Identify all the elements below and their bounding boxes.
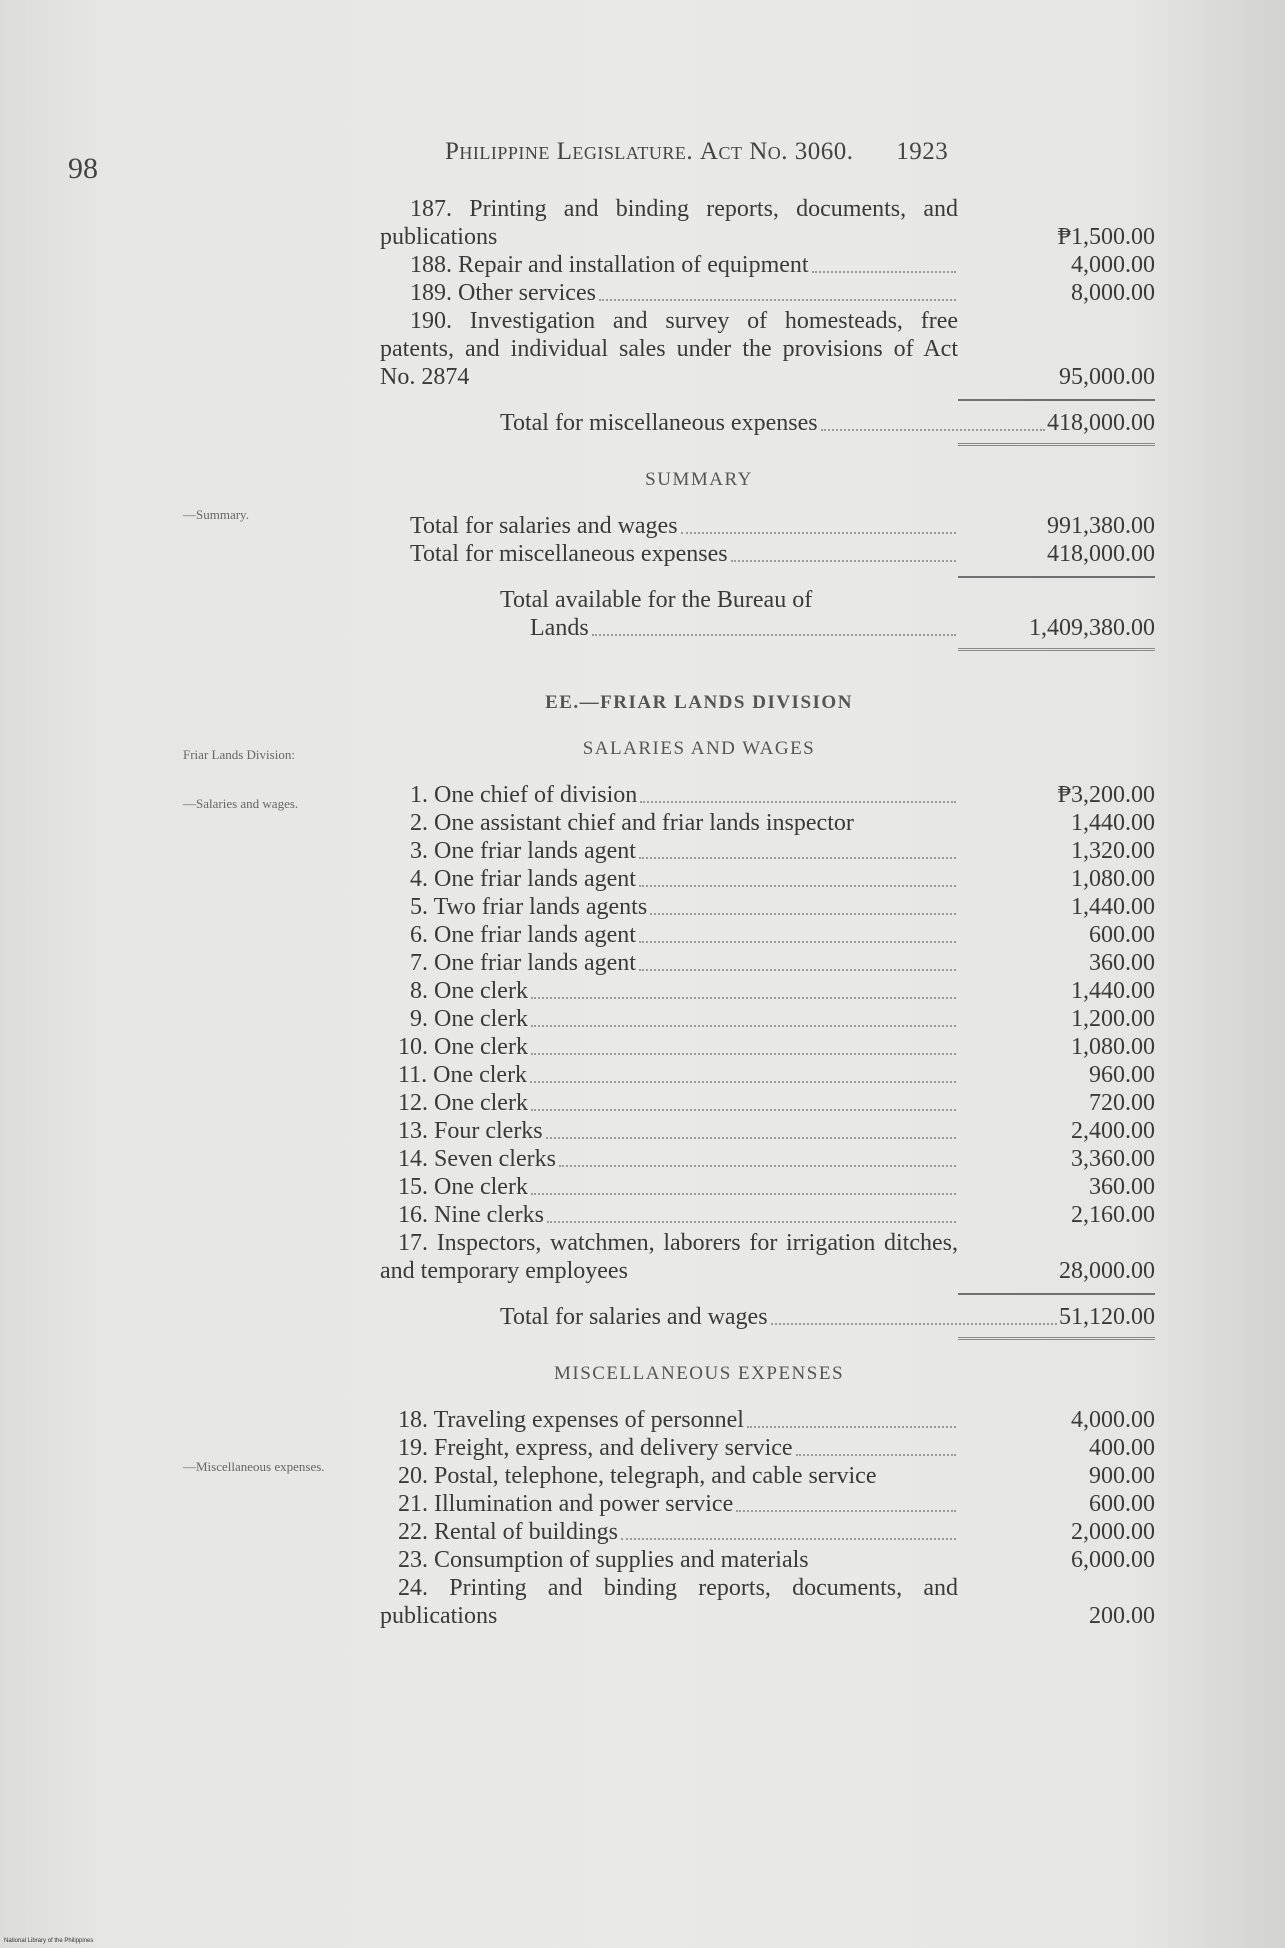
summary-row [380, 540, 1155, 568]
item-amount: 600.00 [1089, 1491, 1155, 1517]
salary-item [380, 837, 1155, 865]
item-text: 10. One clerk [398, 1034, 528, 1060]
item-text: 11. One clerk [398, 1062, 528, 1088]
item-amount: 1,320.00 [1071, 838, 1155, 864]
item-amount: 8,000.00 [1071, 280, 1155, 306]
total-row [380, 409, 1155, 437]
item-amount: 720.00 [1089, 1090, 1155, 1116]
salary-item [380, 977, 1155, 1005]
margin-note-friar-division: Friar Lands Division: [183, 747, 295, 762]
item-text: 22. Rental of buildings [398, 1519, 618, 1545]
section-heading-friar: EE.—FRIAR LANDS DIVISION [545, 692, 853, 713]
appropriation-item [380, 195, 1155, 251]
sum-rule [958, 576, 1155, 578]
summary-row [380, 512, 1155, 540]
total-amount: 418,000.00 [1047, 410, 1155, 436]
summary-total-label: Total available for the Bureau of [500, 587, 813, 613]
summary-total-row-1 [380, 586, 1155, 614]
appropriation-item [380, 307, 1155, 391]
item-amount: 400.00 [1089, 1435, 1155, 1461]
item-text: 13. Four clerks [398, 1118, 543, 1144]
salary-item [380, 1173, 1155, 1201]
margin-note-salaries: —Salaries and wages. [183, 796, 299, 811]
item-amount: ₱1,500.00 [1057, 224, 1155, 250]
item-amount: 900.00 [1089, 1463, 1155, 1489]
item-amount: 4,000.00 [1071, 252, 1155, 278]
item-amount: 1,440.00 [1071, 894, 1155, 920]
item-text: 17. Inspectors, watchmen, laborers for irrigation ditches, and temporary employees [380, 1230, 958, 1284]
item-text: 14. Seven clerks [398, 1146, 556, 1172]
margin-note-misc: —Miscellaneous expenses. [183, 1459, 325, 1474]
item-text: 16. Nine clerks [398, 1202, 544, 1228]
section-heading-summary: SUMMARY [645, 469, 753, 490]
item-text: 6. One friar lands agent [410, 922, 636, 948]
item-amount: 960.00 [1089, 1062, 1155, 1088]
item-amount: 2,160.00 [1071, 1202, 1155, 1228]
salary-item [380, 1117, 1155, 1145]
summary-total-label-cont: Lands [530, 615, 589, 641]
running-head-title: Philippine Legislature. [445, 138, 694, 165]
item-amount: 1,200.00 [1071, 1006, 1155, 1032]
summary-amount: 991,380.00 [1047, 513, 1155, 539]
item-amount: 1,080.00 [1071, 1034, 1155, 1060]
scan-footer: National Library of the Philippines [4, 1938, 94, 1944]
item-text: 5. Two friar lands agents [410, 894, 648, 920]
item-text: 7. One friar lands agent [410, 950, 636, 976]
salary-item [380, 1145, 1155, 1173]
item-amount: 1,440.00 [1071, 978, 1155, 1004]
misc-item [380, 1574, 1155, 1630]
item-amount: 3,360.00 [1071, 1146, 1155, 1172]
item-text: 9. One clerk [410, 1006, 528, 1032]
running-head-year: 1923 [896, 138, 949, 165]
item-text: 19. Freight, express, and delivery service [398, 1435, 793, 1461]
item-text: 2. One assistant chief and friar lands inspector [410, 810, 854, 836]
total-label: Total for miscellaneous expenses [500, 410, 818, 436]
salary-item [380, 893, 1155, 921]
salary-item [380, 1061, 1155, 1089]
item-amount: 200.00 [1089, 1603, 1155, 1629]
total-label: Total for salaries and wages [500, 1304, 768, 1330]
sum-rule [958, 1293, 1155, 1295]
item-text: 189. Other services [410, 280, 596, 306]
item-text: 8. One clerk [410, 978, 528, 1004]
main-content [380, 195, 1155, 1630]
salary-item [380, 809, 1155, 837]
summary-total-row-2 [380, 614, 1155, 642]
item-text: 188. Repair and installation of equipment [410, 252, 809, 278]
item-text: 20. Postal, telephone, telegraph, and cable service [398, 1463, 877, 1489]
item-text: 190. Investigation and survey of homesteads, free patents, and individual sales under the provisions of Act No. 2874 [380, 308, 958, 390]
item-text: 18. Traveling expenses of personnel [398, 1407, 744, 1433]
item-amount: ₱3,200.00 [1057, 782, 1155, 808]
salary-item [380, 921, 1155, 949]
total-row [380, 1303, 1155, 1331]
item-amount: 1,440.00 [1071, 810, 1155, 836]
misc-item [380, 1434, 1155, 1462]
item-amount: 6,000.00 [1071, 1547, 1155, 1573]
item-text: 3. One friar lands agent [410, 838, 636, 864]
margin-note-summary: —Summary. [183, 507, 249, 522]
appropriation-item [380, 251, 1155, 279]
salary-item [380, 1089, 1155, 1117]
section-heading-misc: MISCELLANEOUS EXPENSES [553, 1363, 845, 1384]
item-amount: 360.00 [1089, 1174, 1155, 1200]
salary-item [380, 1201, 1155, 1229]
item-amount: 2,000.00 [1071, 1519, 1155, 1545]
salary-item [380, 1005, 1155, 1033]
misc-item [380, 1406, 1155, 1434]
page-number: 98 [68, 152, 98, 185]
item-text: 187. Printing and binding reports, documents, and publications [380, 196, 958, 250]
item-amount: 1,080.00 [1071, 866, 1155, 892]
salary-item [380, 781, 1155, 809]
item-amount: 2,400.00 [1071, 1118, 1155, 1144]
item-text: 21. Illumination and power service [398, 1491, 734, 1517]
running-head [445, 138, 948, 166]
salary-item [380, 1229, 1155, 1285]
item-amount: 4,000.00 [1071, 1407, 1155, 1433]
salary-item [380, 949, 1155, 977]
item-amount: 95,000.00 [1059, 364, 1155, 390]
summary-label: Total for salaries and wages [410, 513, 678, 539]
summary-amount: 418,000.00 [1047, 541, 1155, 567]
sum-rule [958, 399, 1155, 401]
item-text: 15. One clerk [398, 1174, 528, 1200]
summary-label: Total for miscellaneous expenses [410, 541, 728, 567]
item-text: 12. One clerk [398, 1090, 528, 1116]
item-amount: 28,000.00 [1059, 1258, 1155, 1284]
salary-item [380, 1033, 1155, 1061]
misc-item [380, 1546, 1155, 1574]
summary-total-amount: 1,409,380.00 [1029, 615, 1155, 641]
item-text: 24. Printing and binding reports, documents, and publications [380, 1575, 958, 1629]
appropriation-item [380, 279, 1155, 307]
item-text: 23. Consumption of supplies and materials [398, 1547, 809, 1573]
total-amount: 51,120.00 [1059, 1304, 1155, 1330]
item-amount: 360.00 [1089, 950, 1155, 976]
item-amount: 600.00 [1089, 922, 1155, 948]
subheading-salaries: SALARIES AND WAGES [582, 738, 816, 759]
misc-item [380, 1490, 1155, 1518]
item-text: 4. One friar lands agent [410, 866, 636, 892]
salary-item [380, 865, 1155, 893]
misc-item [380, 1518, 1155, 1546]
misc-item [380, 1462, 1155, 1490]
item-text: 1. One chief of division [410, 782, 638, 808]
running-head-act: Act No. 3060. [699, 138, 854, 165]
